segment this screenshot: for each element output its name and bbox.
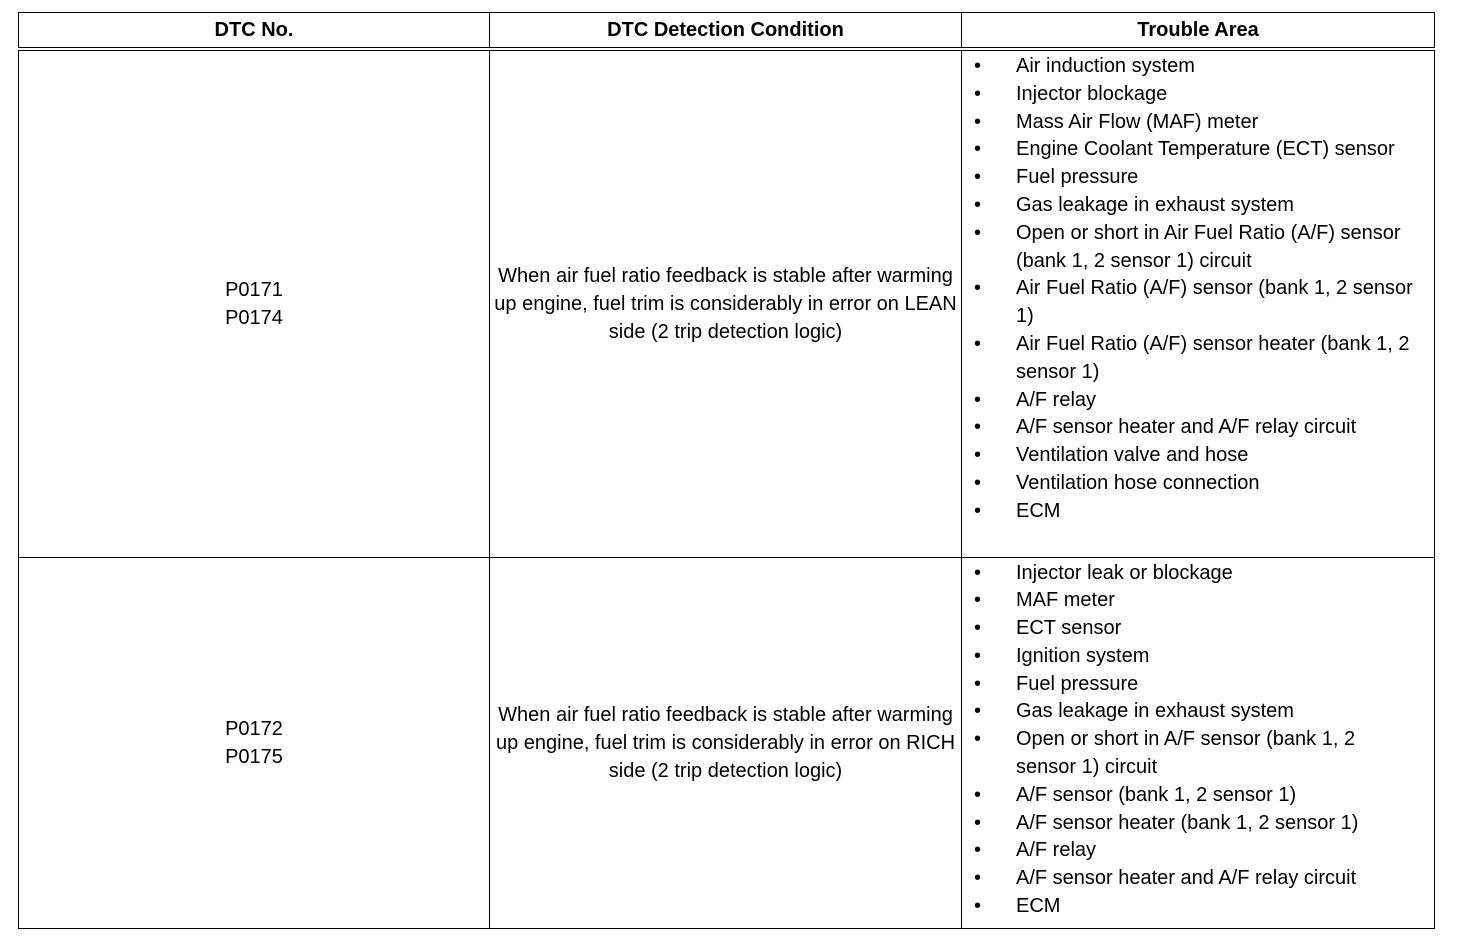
bullet-icon: • — [974, 895, 982, 918]
trouble-area-text: Gas leakage in exhaust system — [1016, 700, 1294, 723]
bullet-icon: • — [974, 867, 982, 890]
bullet-icon: • — [974, 416, 982, 439]
list-item — [970, 220, 1416, 276]
list-item — [970, 331, 1416, 387]
trouble-area-text: Injector leak or blockage — [1016, 561, 1233, 584]
trouble-area-text: A/F sensor heater (bank 1, 2 sensor 1) — [1016, 811, 1359, 834]
trouble-area-cell — [962, 557, 1435, 928]
trouble-area-text: A/F relay — [1016, 388, 1097, 411]
header-trouble-area: Trouble Area — [962, 13, 1435, 50]
bullet-icon: • — [974, 644, 982, 667]
bullet-icon: • — [974, 471, 982, 494]
trouble-area-cell — [962, 49, 1435, 557]
bullet-icon: • — [974, 138, 982, 161]
trouble-area-text: ECM — [1016, 895, 1061, 918]
list-item — [970, 498, 1416, 526]
bullet-icon: • — [974, 444, 982, 467]
list-item — [970, 109, 1416, 137]
trouble-area-text: Open or short in A/F sensor (bank 1, 2 sensor 1) circuit — [1016, 728, 1356, 779]
list-item — [970, 893, 1416, 921]
trouble-area-text: ECM — [1016, 499, 1061, 522]
trouble-area-text: A/F relay — [1016, 839, 1097, 862]
list-item — [970, 698, 1416, 726]
bullet-icon: • — [974, 589, 982, 612]
bullet-icon: • — [974, 166, 982, 189]
trouble-area-text: Air induction system — [1016, 55, 1195, 77]
bullet-icon: • — [974, 193, 982, 216]
trouble-area-text: A/F sensor heater and A/F relay circuit — [1016, 867, 1357, 890]
list-item — [970, 442, 1416, 470]
bullet-icon: • — [974, 839, 982, 862]
bullet-icon: • — [974, 617, 982, 640]
bullet-icon: • — [974, 700, 982, 723]
bullet-icon: • — [974, 332, 982, 355]
trouble-area-text: Fuel pressure — [1016, 166, 1139, 189]
dtc-cell — [19, 49, 490, 557]
trouble-area-text: A/F sensor (bank 1, 2 sensor 1) — [1016, 783, 1297, 806]
dtc-code: P0174 — [225, 306, 283, 329]
bullet-icon: • — [974, 277, 982, 300]
list-item — [970, 136, 1416, 164]
trouble-area-text: Injector blockage — [1016, 82, 1168, 105]
trouble-area-text: Gas leakage in exhaust system — [1016, 193, 1294, 216]
trouble-area-text: ECT sensor — [1016, 617, 1122, 640]
trouble-area-text: Ignition system — [1016, 644, 1150, 667]
list-item — [970, 414, 1416, 442]
bullet-icon: • — [974, 728, 982, 751]
header-dtc-no: DTC No. — [19, 13, 490, 50]
bullet-icon: • — [974, 561, 982, 584]
list-item — [970, 782, 1416, 810]
trouble-area-list — [962, 558, 1434, 927]
list-item — [970, 560, 1416, 588]
dtc-table — [18, 12, 1435, 929]
list-item — [970, 387, 1416, 415]
bullet-icon: • — [974, 110, 982, 133]
dtc-cell — [19, 557, 490, 928]
table-row — [19, 557, 1435, 928]
list-item — [970, 643, 1416, 671]
dtc-code: P0172 — [225, 717, 283, 740]
bullet-icon: • — [974, 672, 982, 695]
list-item — [970, 81, 1416, 109]
bullet-icon: • — [974, 388, 982, 411]
bullet-icon: • — [974, 811, 982, 834]
list-item — [970, 810, 1416, 838]
list-item — [970, 865, 1416, 893]
list-item — [970, 53, 1416, 81]
list-item — [970, 164, 1416, 192]
trouble-area-text: Open or short in Air Fuel Ratio (A/F) sensor (bank 1, 2 sensor 1) circuit — [1016, 221, 1401, 272]
bullet-icon: • — [974, 499, 982, 522]
trouble-area-text: Fuel pressure — [1016, 672, 1139, 695]
bullet-icon: • — [974, 55, 982, 77]
trouble-area-text: Air Fuel Ratio (A/F) sensor (bank 1, 2 sensor 1) — [1016, 277, 1413, 328]
list-item — [970, 192, 1416, 220]
list-item — [970, 671, 1416, 699]
trouble-area-text: Mass Air Flow (MAF) meter — [1016, 110, 1259, 133]
list-item — [970, 470, 1416, 498]
bullet-icon: • — [974, 82, 982, 105]
detection-condition-cell: When air fuel ratio feedback is stable after warming up engine, fuel trim is considerably in error on LEAN side (2 trip detection logic) — [490, 49, 962, 557]
bullet-icon: • — [974, 783, 982, 806]
detection-condition-cell: When air fuel ratio feedback is stable after warming up engine, fuel trim is considerably in error on RICH side (2 trip detection logic) — [490, 557, 962, 928]
trouble-area-text: A/F sensor heater and A/F relay circuit — [1016, 416, 1357, 439]
dtc-code: P0175 — [225, 745, 283, 768]
bullet-icon: • — [974, 221, 982, 244]
header-detection-condition: DTC Detection Condition — [490, 13, 962, 50]
list-item — [970, 837, 1416, 865]
trouble-area-text: Air Fuel Ratio (A/F) sensor heater (bank 1, 2 sensor 1) — [1016, 332, 1410, 383]
list-item — [970, 275, 1416, 331]
list-item — [970, 726, 1416, 782]
trouble-area-text: Ventilation valve and hose — [1016, 444, 1249, 467]
table-row — [19, 49, 1435, 557]
dtc-code: P0171 — [225, 278, 283, 301]
trouble-area-text: Engine Coolant Temperature (ECT) sensor — [1016, 138, 1395, 161]
header-row — [19, 13, 1435, 50]
trouble-area-text: Ventilation hose connection — [1016, 471, 1260, 494]
list-item — [970, 615, 1416, 643]
trouble-area-list — [962, 51, 1434, 532]
trouble-area-text: MAF meter — [1016, 589, 1115, 612]
list-item — [970, 587, 1416, 615]
